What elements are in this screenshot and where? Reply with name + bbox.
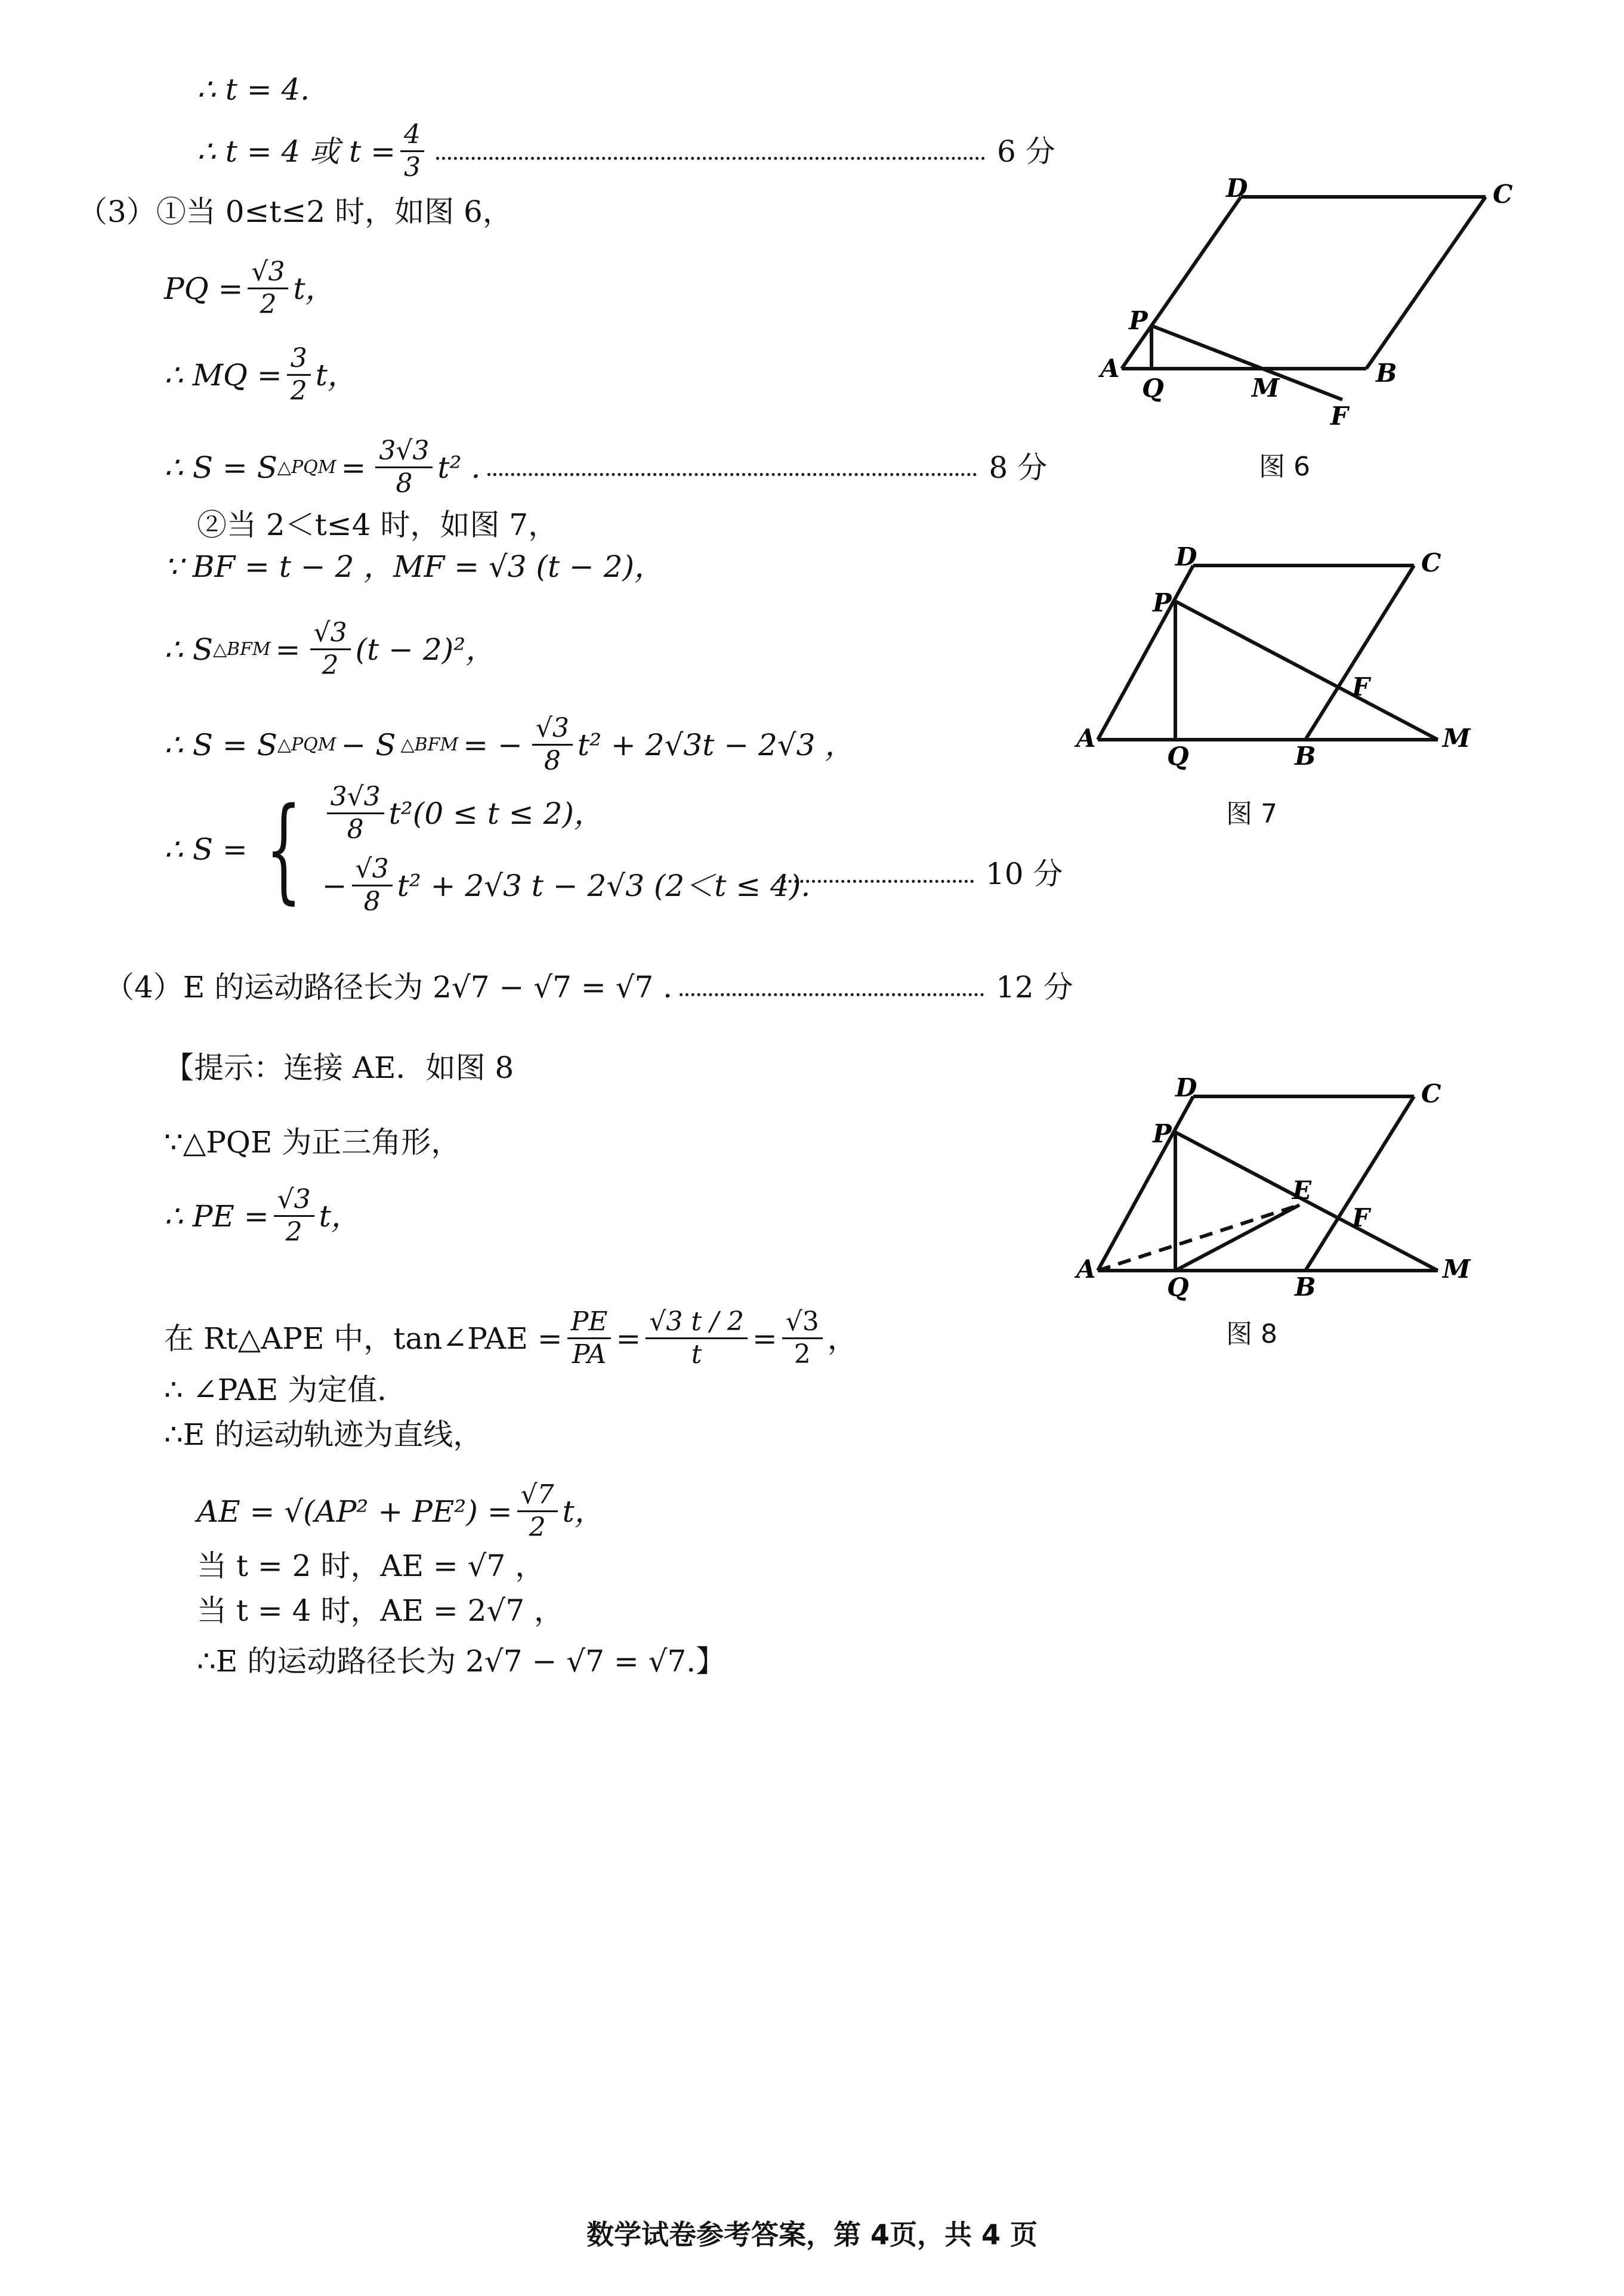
hint-heading: 【提示：连接 AE．如图 8 [164, 1050, 514, 1085]
s2-lhs: ∴ S = S [164, 727, 277, 762]
line-t-equals-4: ∴ t = 4. [197, 72, 310, 107]
s1-tail: t² . [437, 450, 481, 485]
line-pae-constant: ∴ ∠PAE 为定值． [164, 1373, 407, 1407]
sbfm-tail: (t − 2)²， [355, 632, 496, 667]
fig7-label-f: F [1352, 672, 1370, 702]
line-t-solutions [197, 119, 1055, 183]
figure-8-caption: 图 8 [1226, 1319, 1277, 1349]
line-pq [164, 257, 335, 320]
line-ae [197, 1479, 604, 1543]
dot-leader [777, 880, 974, 883]
fig7-label-p: P [1153, 588, 1172, 617]
fig6-label-q: Q [1142, 373, 1164, 403]
sp-lhs: ∴ S = [164, 832, 248, 867]
fig6-label-f: F [1330, 401, 1348, 431]
score-8: 8 分 [989, 450, 1048, 485]
part4-text: （4）E 的运动路径长为 2√7 − √7 = √7 . [104, 970, 673, 1005]
fig7-label-m: M [1443, 724, 1471, 753]
case2-tail: t² + 2√3 t − 2√3 (2＜t ≤ 4). [397, 868, 811, 903]
s1-eq: = [341, 450, 366, 485]
tan-tail: ， [827, 1321, 857, 1356]
fig6-label-c: C [1493, 180, 1513, 209]
piecewise-system [248, 781, 810, 917]
sbfm-lhs: ∴ S [164, 632, 213, 667]
fraction-3sqrt3-8b: $\frac{3√3}{8}$ [327, 781, 384, 845]
fig7-label-d: D [1175, 542, 1197, 571]
s2-tail: t² + 2√3t − 2√3 ， [577, 727, 855, 762]
fig8-label-a: A [1076, 1254, 1096, 1284]
figure-6 [1100, 174, 1527, 456]
fraction-3sqrt3-8: $\frac{3√3}{8}$ [375, 435, 433, 499]
fig8-label-c: C [1421, 1079, 1441, 1108]
fraction-pe-pa: $\frac{PE}{PA}$ [567, 1306, 612, 1370]
fig8-label-q: Q [1167, 1272, 1189, 1302]
case1-tail: t²(0 ≤ t ≤ 2)， [388, 796, 604, 831]
mq-lhs: ∴ MQ = [164, 357, 282, 393]
score-12: 12 分 [996, 970, 1073, 1005]
fraction-sqrt3-8b: $\frac{√3}{8}$ [352, 854, 393, 917]
fig7-label-a: A [1076, 724, 1096, 753]
fraction-sqrt3-2c: $\frac{√3}{2}$ [274, 1184, 314, 1248]
pq-tail: t， [293, 271, 335, 306]
figure-6-svg [1100, 174, 1527, 453]
fraction-4-3: $\frac{4}{3}$ [400, 119, 424, 183]
piecewise-case-2 [322, 854, 811, 917]
figure-7-svg [1076, 537, 1498, 771]
pe-tail: t， [319, 1198, 361, 1234]
score-10: 10 分 [986, 857, 1063, 891]
fig7-label-b: B [1295, 741, 1316, 771]
part3-case1-heading: （3）①当 0≤t≤2 时，如图 6， [78, 194, 512, 229]
score-6: 6 分 [996, 134, 1055, 169]
fig6-label-b: B [1376, 359, 1397, 388]
line-bf-mf: ∵ BF = t − 2 ，MF = √3 (t − 2)， [164, 549, 665, 584]
fraction-compound: $\frac{√3 t / 2}{t}$ [646, 1306, 748, 1370]
line-s-case2 [164, 713, 854, 777]
part3-case2-heading: ②当 2＜t≤4 时，如图 7， [197, 508, 558, 542]
fraction-sqrt3-8: $\frac{√3}{8}$ [532, 713, 573, 777]
fig6-label-p: P [1129, 306, 1148, 335]
fig8-label-f: F [1352, 1203, 1370, 1232]
fig7-label-c: C [1421, 548, 1441, 577]
dot-leader [680, 993, 984, 996]
line-e-locus: ∴E 的运动轨迹为直线， [164, 1417, 483, 1452]
figure-8-svg [1076, 1068, 1498, 1302]
s2-eq: = − [463, 727, 523, 762]
left-brace: { [265, 783, 302, 915]
fraction-sqrt7-2: $\frac{√7}{2}$ [517, 1479, 558, 1543]
t-solutions-text: ∴ t = 4 或 t = [197, 134, 396, 169]
s2-sub1: △PQM [277, 734, 336, 755]
fig8-label-m: M [1443, 1254, 1471, 1284]
s2-sub2: △BFM [400, 734, 459, 755]
fig6-label-m: M [1252, 373, 1280, 403]
figure-6-caption: 图 6 [1259, 452, 1310, 482]
fig8-label-d: D [1175, 1073, 1197, 1102]
case2-pre: − [322, 868, 347, 903]
line-pqe-equilateral: ∵△PQE 为正三角形， [164, 1125, 461, 1160]
dot-leader [436, 157, 985, 160]
sbfm-eq: = [275, 632, 301, 667]
s2-mid: − S [341, 727, 396, 762]
tan-pre: 在 Rt△APE 中，tan∠PAE = [164, 1321, 563, 1356]
part4-answer [104, 969, 1073, 1005]
fig7-label-q: Q [1167, 741, 1189, 771]
piecewise-case-1 [322, 781, 811, 845]
dot-leader [487, 473, 977, 476]
pe-lhs: ∴ PE = [164, 1198, 269, 1234]
s1-sub: △PQM [277, 456, 336, 478]
figure-8 [1076, 1068, 1498, 1302]
fraction-sqrt3-2d: $\frac{√3}{2}$ [782, 1306, 823, 1370]
ae-tail: t， [562, 1494, 604, 1529]
line-s-bfm [164, 617, 495, 681]
fraction-sqrt3-2b: $\frac{√3}{2}$ [310, 617, 351, 681]
mq-tail: t， [315, 357, 357, 393]
line-pe [164, 1184, 361, 1248]
fraction-3-2: $\frac{3}{2}$ [287, 343, 311, 407]
fig8-label-b: B [1295, 1272, 1316, 1302]
page-footer: 数学试卷参考答案，第 4页，共 4 页 [586, 2218, 1038, 2251]
pq-lhs: PQ = [164, 271, 243, 306]
tan-eq2: = [752, 1321, 777, 1356]
line-s-piecewise [164, 781, 810, 917]
fig6-label-d: D [1226, 174, 1248, 203]
line-tan-pae [164, 1306, 857, 1370]
line-hint-conclusion: ∴E 的运动路径长为 2√7 − √7 = √7.】 [197, 1644, 726, 1679]
figure-7 [1076, 537, 1498, 771]
sbfm-sub: △BFM [212, 638, 271, 660]
line-t4: 当 t = 4 时，AE = 2√7 ， [197, 1593, 564, 1628]
s1-lhs: ∴ S = S [164, 450, 277, 485]
score-10-line [770, 856, 1063, 892]
fig6-label-a: A [1100, 354, 1120, 383]
figure-7-caption: 图 7 [1226, 799, 1277, 829]
tan-eq1: = [616, 1321, 641, 1356]
line-t2: 当 t = 2 时，AE = √7 ， [197, 1549, 545, 1583]
ae-lhs: AE = √(AP² + PE²) = [197, 1494, 512, 1529]
fraction-sqrt3-2: $\frac{√3}{2}$ [248, 257, 288, 320]
fig8-label-e: E [1292, 1176, 1312, 1205]
line-mq [164, 343, 357, 407]
line-s-case1 [164, 435, 1047, 499]
fig8-label-p: P [1153, 1119, 1172, 1148]
